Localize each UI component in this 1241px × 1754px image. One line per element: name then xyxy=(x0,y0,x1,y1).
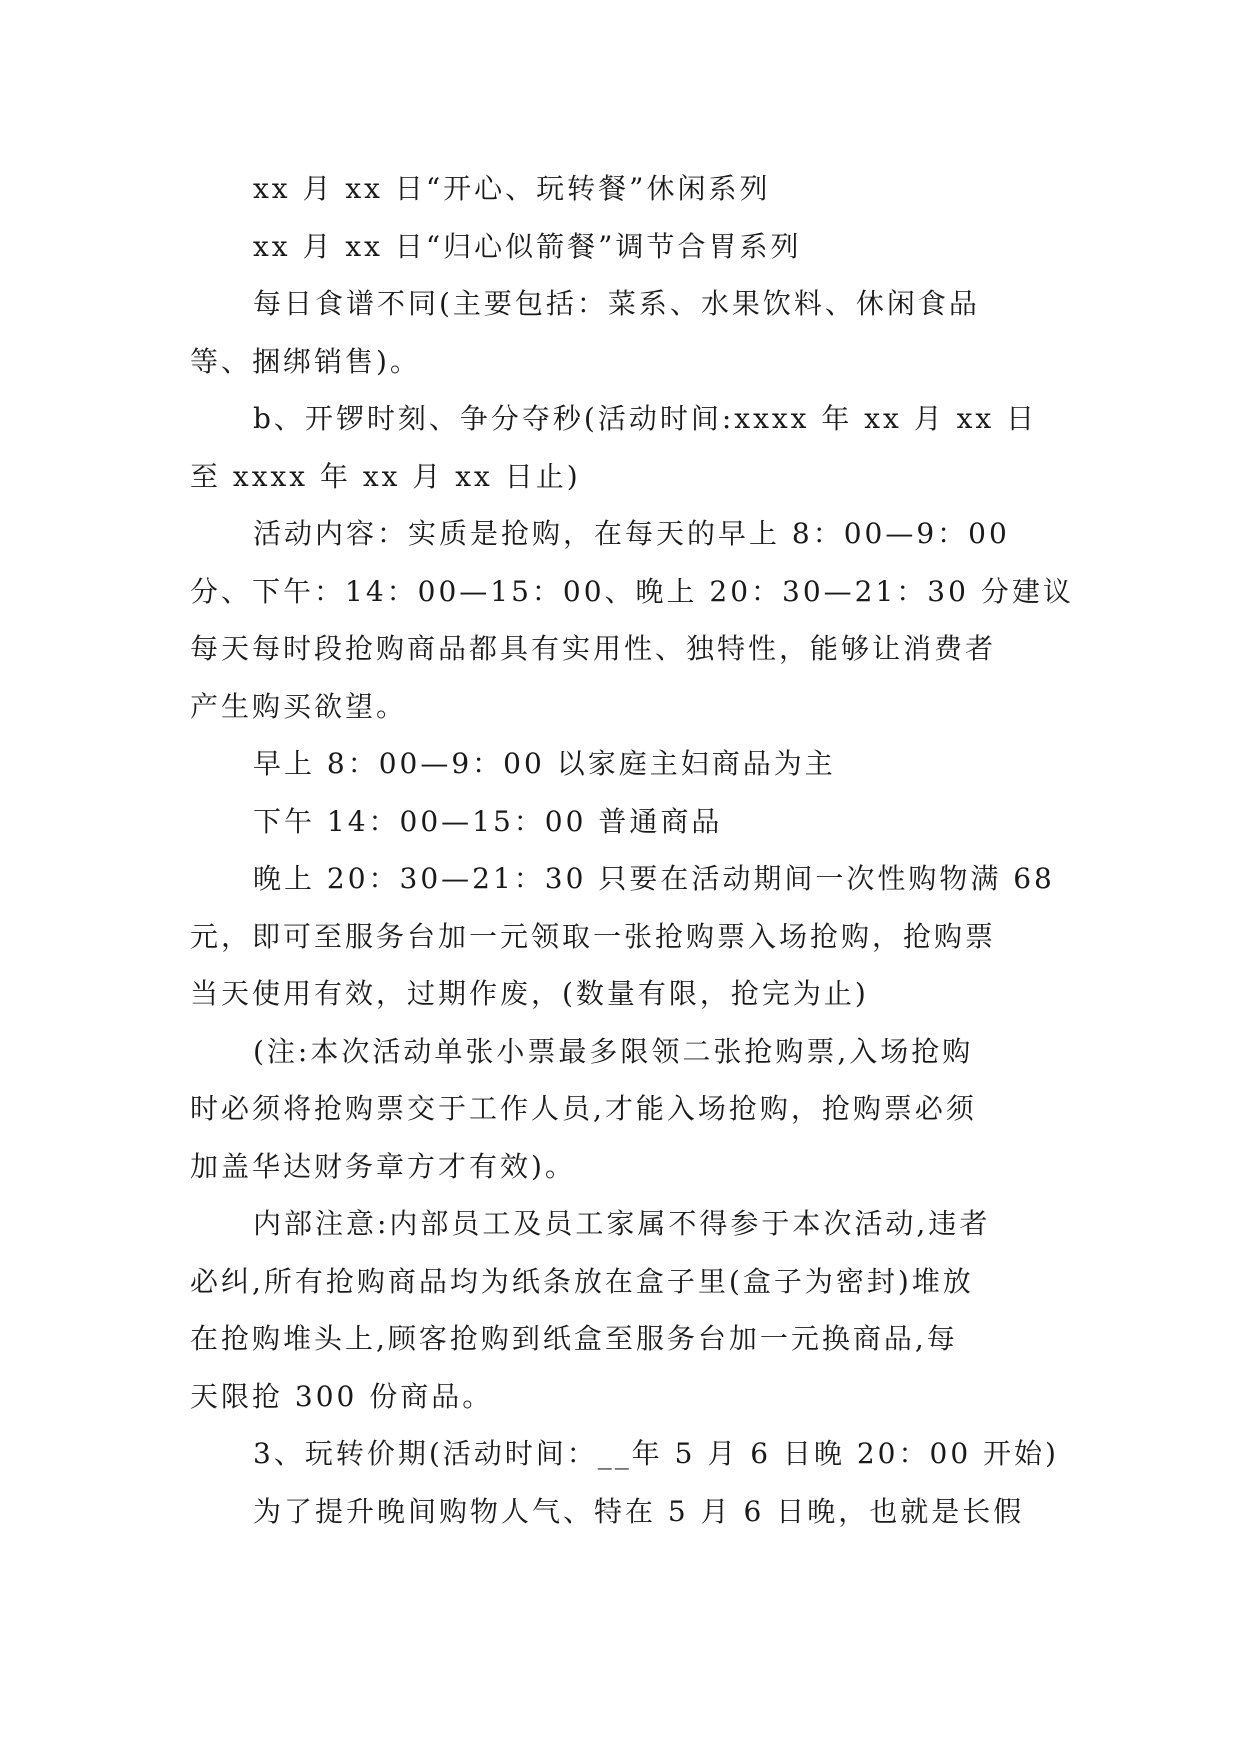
text-line: 每天每时段抢购商品都具有实用性、独特性，能够让消费者 xyxy=(190,632,997,665)
text-line: 当天使用有效，过期作废，(数量有限，抢完为止) xyxy=(190,977,869,1010)
text-line: 早上 8：00—9：00 以家庭主妇商品为主 xyxy=(253,747,836,780)
text-line: 分、下午：14：00—15：00、晚上 20：30—21：30 分建议 xyxy=(190,574,1074,608)
text-line: xx 月 xx 日“开心、玩转餐”休闲系列 xyxy=(253,172,771,205)
text-line: 在抢购堆头上,顾客抢购到纸盒至服务台加一元换商品,每 xyxy=(190,1322,958,1355)
text-line: 内部注意:内部员工及员工家属不得参于本次活动,违者 xyxy=(253,1207,991,1240)
text-line: xx 月 xx 日“归心似箭餐”调节合胃系列 xyxy=(253,229,802,263)
text-line: 等、捆绑销售)。 xyxy=(190,344,421,378)
text-line: b、开锣时刻、争分夺秒(活动时间:xxxx 年 xx 月 xx 日 xyxy=(253,402,1038,435)
text-line: 产生购买欲望。 xyxy=(190,689,408,723)
text-line: 晚上 20：30—21：30 只要在活动期间一次性购物满 68 xyxy=(253,862,1055,895)
text-line: 下午 14：00—15：00 普通商品 xyxy=(253,804,723,838)
text-line: 时必须将抢购票交于工作人员,才能入场抢购，抢购票必须 xyxy=(190,1092,977,1125)
text-line: 3、玩转价期(活动时间：__年 5 月 6 日晚 20：00 开始) xyxy=(253,1437,1059,1470)
text-line: 活动内容：实质是抢购，在每天的早上 8：00—9：00 xyxy=(253,517,1010,550)
text-line: 每日食谱不同(主要包括：菜系、水果饮料、休闲食品 xyxy=(253,287,980,320)
document-body xyxy=(190,160,1074,1540)
text-line: 元，即可至服务台加一元领取一张抢购票入场抢购，抢购票 xyxy=(190,919,997,953)
text-line: (注:本次活动单张小票最多限领二张抢购票,入场抢购 xyxy=(253,1034,974,1068)
text-line: 必纠,所有抢购商品均为纸条放在盒子里(盒子为密封)堆放 xyxy=(190,1264,974,1298)
text-line: 至 xxxx 年 xx 月 xx 日止) xyxy=(190,459,581,493)
text-line: 加盖华达财务章方才有效)。 xyxy=(190,1149,576,1183)
text-line: 天限抢 300 份商品。 xyxy=(190,1379,494,1413)
text-line: 为了提升晚间购物人气、特在 5 月 6 日晚，也就是长假 xyxy=(253,1494,1025,1528)
